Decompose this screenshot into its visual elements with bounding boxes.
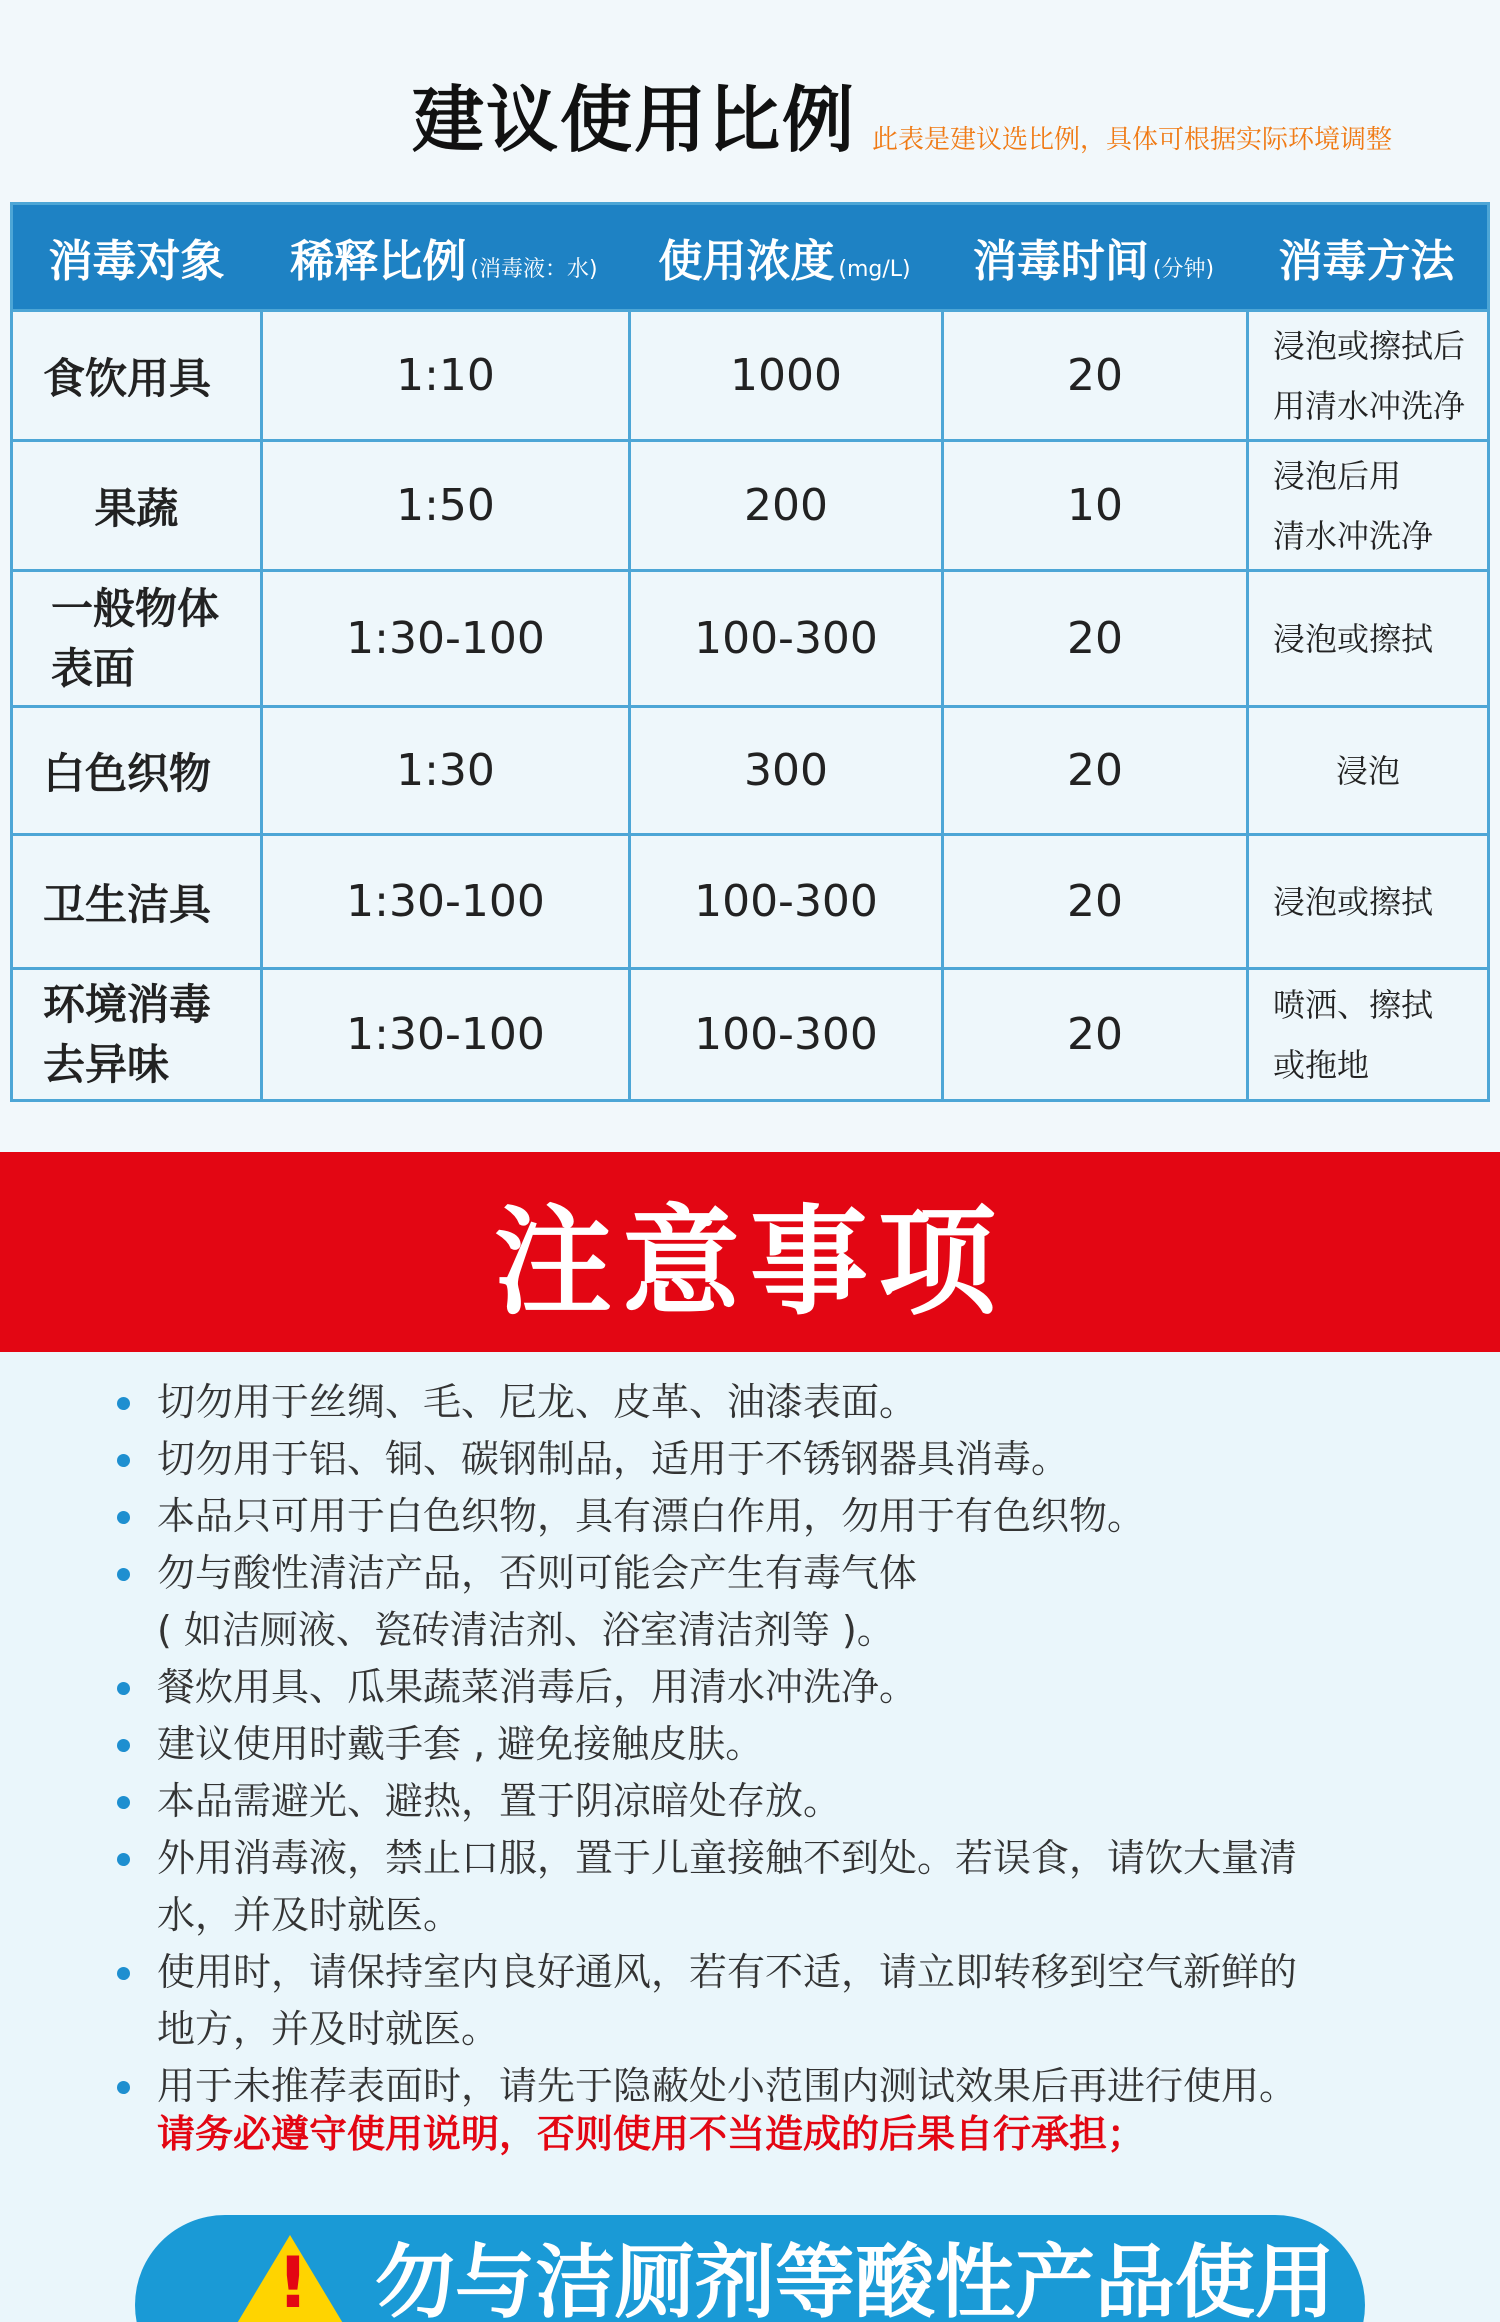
cell-text: 浸泡 xyxy=(1335,751,1400,790)
cell-method xyxy=(1246,442,1487,569)
cell-method xyxy=(1246,312,1487,439)
cell-text: 果蔬 xyxy=(94,483,179,533)
column-header-unit: (分钟) xyxy=(1152,257,1215,282)
cell-concentration: 200 xyxy=(628,442,941,569)
list-item: 本品只可用于白色织物，具有漂白作用，勿用于有色织物。 xyxy=(112,1488,1442,1545)
list-item: 使用时，请保持室内良好通风，若有不适，请立即转移到空气新鲜的 地方，并及时就医。 xyxy=(112,1944,1442,2058)
column-header-object xyxy=(13,225,260,289)
cell-time: 20 xyxy=(941,836,1246,967)
exclamation-mark: ! xyxy=(277,2242,309,2322)
column-header-time xyxy=(941,225,1246,289)
cell-text: 食饮用具 xyxy=(43,353,212,403)
acid-warning-text: 勿与洁厕剂等酸性产品使用 xyxy=(375,2236,1335,2322)
cell-ratio: 1:30 xyxy=(260,708,628,833)
table-row xyxy=(13,439,1487,569)
cell-time: 20 xyxy=(941,572,1246,705)
cell-method xyxy=(1246,970,1487,1099)
cell-object xyxy=(13,572,260,705)
cell-text: 浸泡后用 清水冲洗净 xyxy=(1273,456,1434,555)
table-row xyxy=(13,833,1487,967)
precautions-section xyxy=(0,1352,1500,2322)
table-row xyxy=(13,569,1487,705)
cell-text: 浸泡或擦拭 xyxy=(1273,619,1434,658)
column-header-label: 使用浓度 xyxy=(658,236,835,287)
list-item: 外用消毒液，禁止口服，置于儿童接触不到处。若误食，请饮大量清 水，并及时就医。 xyxy=(112,1830,1442,1944)
banner-title: 注意事项 xyxy=(493,1193,1006,1331)
cell-concentration: 100-300 xyxy=(628,572,941,705)
cell-ratio: 1:50 xyxy=(260,442,628,569)
cell-method xyxy=(1246,836,1487,967)
cell-text: 浸泡或擦拭后 用清水冲洗净 xyxy=(1273,326,1466,425)
cell-time: 20 xyxy=(941,970,1246,1099)
warning-statement: 请务必遵守使用说明，否则使用不当造成的后果自行承担； xyxy=(157,2112,1146,2156)
list-item: 本品需避光、避热，置于阴凉暗处存放。 xyxy=(112,1773,1442,1830)
cell-text: 卫生洁具 xyxy=(43,879,212,929)
cell-ratio: 1:30-100 xyxy=(260,572,628,705)
cell-text: 一般物体 表面 xyxy=(51,583,220,693)
usage-ratio-section xyxy=(0,0,1500,1150)
cell-object xyxy=(13,708,260,833)
cell-time: 10 xyxy=(941,442,1246,569)
column-header-label: 消毒时间 xyxy=(972,236,1149,287)
cell-text: 白色织物 xyxy=(43,748,212,798)
list-item: 建议使用时戴手套 , 避免接触皮肤。 xyxy=(112,1716,1442,1773)
column-header-unit: (mg/L) xyxy=(838,257,911,282)
precautions-banner xyxy=(0,1152,1500,1352)
page-title: 建议使用比例 xyxy=(412,78,857,162)
column-header-label: 消毒对象 xyxy=(48,236,225,287)
cell-concentration: 1000 xyxy=(628,312,941,439)
table-row xyxy=(13,705,1487,833)
column-header-unit: (消毒液：水) xyxy=(470,257,598,282)
cell-concentration: 100-300 xyxy=(628,836,941,967)
cell-text: 环境消毒 去异味 xyxy=(43,979,212,1089)
list-item: 餐炊用具、瓜果蔬菜消毒后，用清水冲洗净。 xyxy=(112,1659,1442,1716)
list-item: 切勿用于丝绸、毛、尼龙、皮革、油漆表面。 xyxy=(112,1374,1442,1431)
precautions-list xyxy=(112,1374,1442,2115)
table-row xyxy=(13,967,1487,1099)
cell-method xyxy=(1246,708,1487,833)
column-header-label: 稀释比例 xyxy=(290,236,467,287)
table-header xyxy=(13,205,1487,309)
cell-object xyxy=(13,836,260,967)
list-item: 切勿用于铝、铜、碳钢制品，适用于不锈钢器具消毒。 xyxy=(112,1431,1442,1488)
usage-ratio-table xyxy=(10,202,1490,1102)
column-header-method xyxy=(1246,225,1487,289)
cell-object xyxy=(13,442,260,569)
cell-ratio: 1:30-100 xyxy=(260,970,628,1099)
cell-object xyxy=(13,970,260,1099)
cell-concentration: 100-300 xyxy=(628,970,941,1099)
cell-ratio: 1:10 xyxy=(260,312,628,439)
cell-concentration: 300 xyxy=(628,708,941,833)
cell-text: 喷洒、擦拭 或拖地 xyxy=(1273,985,1434,1084)
cell-method xyxy=(1246,572,1487,705)
column-header-concentration xyxy=(628,225,941,289)
cell-time: 20 xyxy=(941,708,1246,833)
list-item: 用于未推荐表面时，请先于隐蔽处小范围内测试效果后再进行使用。 xyxy=(112,2058,1442,2115)
list-item: 勿与酸性清洁产品，否则可能会产生有毒气体 ( 如洁厕液、瓷砖清洁剂、浴室清洁剂等 )。 xyxy=(112,1545,1442,1659)
cell-time: 20 xyxy=(941,312,1246,439)
cell-text: 浸泡或擦拭 xyxy=(1273,882,1434,921)
title-note: 此表是建议选比例，具体可根据实际环境调整 xyxy=(872,125,1393,155)
column-header-label: 消毒方法 xyxy=(1278,236,1455,287)
column-header-ratio xyxy=(260,225,628,289)
cell-object xyxy=(13,312,260,439)
cell-ratio: 1:30-100 xyxy=(260,836,628,967)
table-row xyxy=(13,309,1487,439)
section-header xyxy=(0,70,1500,170)
acid-warning-pill xyxy=(135,2215,1365,2322)
